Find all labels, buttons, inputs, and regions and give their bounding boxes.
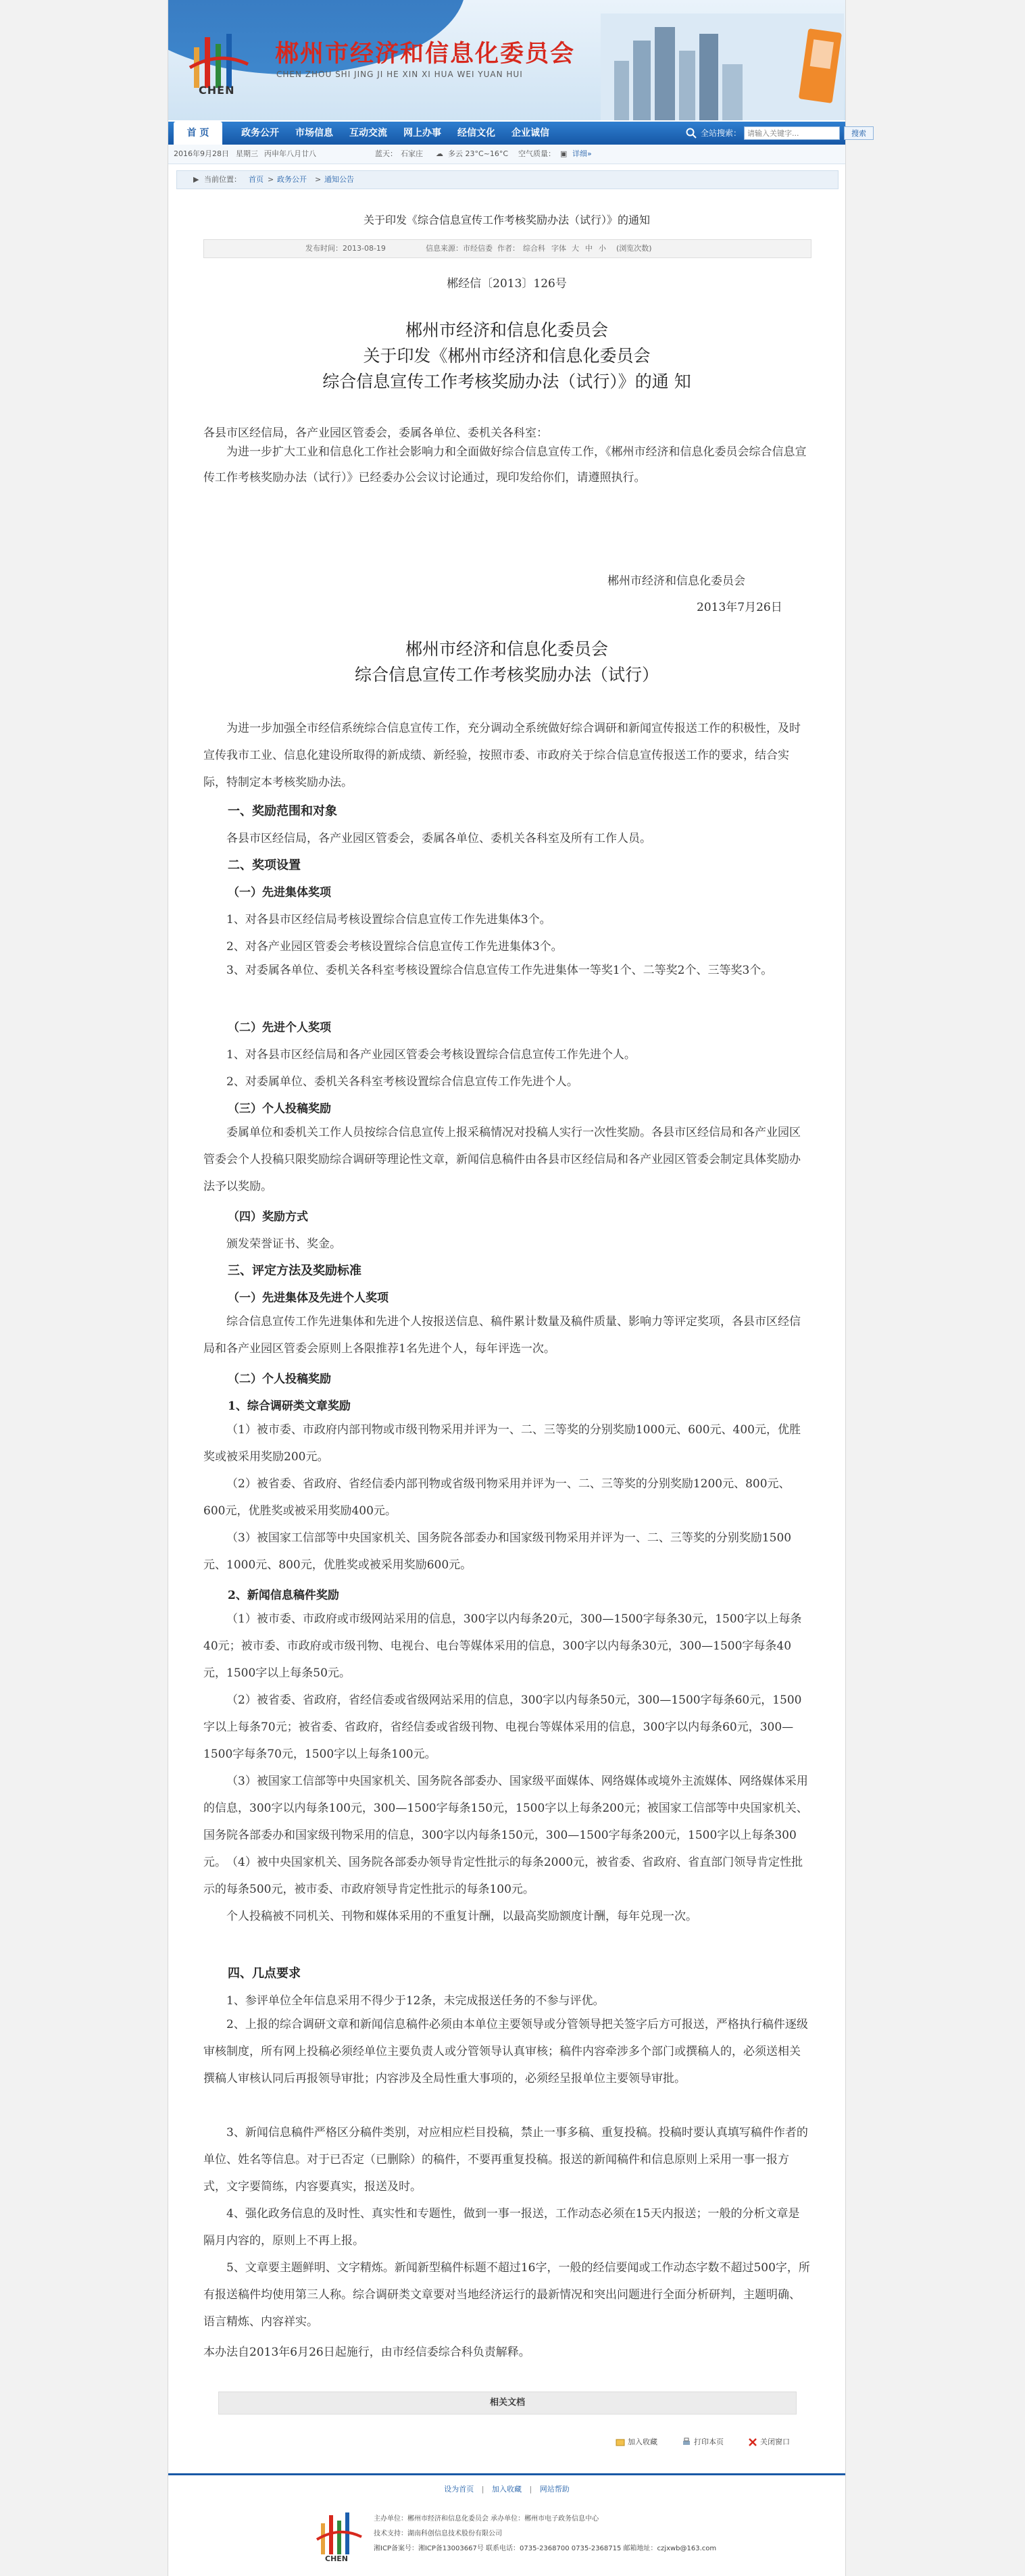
notice-heading-2: 关于印发《郴州市经济和信息化委员会: [363, 346, 651, 366]
current-date: 2016年9月28日: [174, 149, 229, 158]
footer-contact: 湘ICP备案号：湘ICP备13003667号 联系电话：0735-2368700 0735-2368715 邮箱地址：czjxwb@163.com: [374, 2545, 717, 2552]
subsection-heading: 2、新闻信息稿件奖励: [228, 1589, 339, 1602]
meta-author: 作者：: [497, 244, 520, 253]
list-item: （3）被国家工信部等中央国家机关、国务院各部委办和国家级刊物采用并评为一、二、三等奖的分别奖励1500元、1000元、800元，优胜奖或被采用奖励600元。: [203, 1531, 792, 1572]
section-heading: 二、奖项设置: [228, 858, 301, 872]
measures-intro: 为进一步加强全市经信系统综合信息宣传工作，充分调动全系统做好综合调研和新闻宣传报送工作的积极性，及时宣传我市工业、信息化建设所取得的新成绩、新经验，按照市委、市政府关于综合信息宣传报送工作的要求，结合实际，特制定本考核奖励办法。: [203, 722, 801, 789]
list-item: （1）被市委、市政府或市级网站采用的信息，300字以内每条20元，300—1500字每条30元，1500字以上每条40元；被市委、市政府或市级刊物、电视台、电台等媒体采用的信息，300字以内每条30元，300—1500字每条40元，1500字以上每条50元。: [203, 1612, 802, 1680]
list-item: 4、强化政务信息的及时性、真实性和专题性，做到一事一报送，工作动态必须在15天内报送；一般的分析文章是隔月内容的，原则上不再上报。: [203, 2207, 800, 2248]
footer-sep: |: [481, 2485, 484, 2494]
signature-date: 2013年7月26日: [697, 601, 782, 614]
search-button[interactable]: 搜索: [844, 126, 874, 140]
breadcrumb-home[interactable]: 首页: [249, 175, 264, 184]
related-docs-header: 相关文档: [218, 2392, 797, 2414]
section-text: 个人投稿被不同机关、刊物和媒体采用的不重复计酬，以最高奖励额度计酬，每年兑现一次。: [226, 1910, 697, 1923]
close-label: 关闭窗口: [760, 2437, 790, 2446]
breadcrumb-page[interactable]: 通知公告: [324, 175, 354, 184]
article-meta: [203, 239, 811, 258]
footer-logo-text: CHEN: [325, 2554, 348, 2563]
breadcrumb-sep: >: [315, 175, 322, 184]
section-text: 各县市区经信局，各产业园区管委会，委属各单位、委机关各科室及所有工作人员。: [226, 832, 651, 845]
city-skyline-image: [601, 14, 844, 120]
list-item: 2、对委属单位、委机关各科室考核设置综合信息宣传工作先进个人。: [226, 1075, 578, 1089]
air-quality-label: 空气质量：: [518, 149, 555, 158]
footer-link-help[interactable]: 网站帮助: [539, 2485, 570, 2494]
section-text: 综合信息宣传工作先进集体和先进个人按报送信息、稿件累计数量及稿件质量、影响力等评定奖项，各县市区经信局和各产业园区管委会原则上各限推荐1名先进个人，每年评选一次。: [203, 1315, 801, 1356]
section-heading: 三、评定方法及奖励标准: [228, 1264, 361, 1278]
print-label: 打印本页: [694, 2437, 724, 2446]
document-number: 郴经信〔2013〕126号: [447, 277, 567, 291]
list-item: （1）被市委、市政府内部刊物或市级刊物采用并评为一、二、三等奖的分别奖励1000元、600元、400元，优胜奖或被采用奖励200元。: [203, 1423, 801, 1464]
search-icon: [685, 127, 697, 139]
subsection-heading: （二）个人投稿奖励: [228, 1372, 331, 1386]
logo-text: CHEN: [199, 84, 235, 97]
list-item: （3）被国家工信部等中央国家机关、国务院各部委办、国家级平面媒体、网络媒体或境外主流媒体、网络媒体采用的信息，300字以内每条100元，300—1500字每条150元，1500字以上每条200元；被国家工信部等中央国家机关、国务院各部委办和国家级刊物采用的信息，300字以内每条150元，300—1500字每条200元，1500字以上每条300元。: [203, 1775, 808, 1869]
header-banner: [168, 0, 845, 120]
meta-views: (浏览次数): [616, 244, 652, 253]
favorite-icon: [616, 2437, 625, 2447]
section-text: 颁发荣誉证书、奖金。: [226, 1237, 341, 1251]
signature-org: 郴州市经济和信息化委员会: [607, 574, 745, 588]
list-item: 1、对各县市区经信局考核设置综合信息宣传工作先进集体3个。: [226, 913, 551, 926]
weather-city[interactable]: 石家庄: [401, 149, 423, 158]
closing-text: 本办法自2013年6月26日起施行，由市经信委综合科负责解释。: [203, 2346, 530, 2359]
font-size-large[interactable]: 大: [572, 244, 579, 253]
list-item: 5、文章要主题鲜明、文字精炼。新闻新型稿件标题不超过16字，一般的经信要闻或工作动态字数不超过500字，所有报送稿件均使用第三人称。综合调研类文章要对当地经济运行的最新情况和突出问题进行全面分析研判，主题明确、语言精炼、内容祥实。: [203, 2261, 810, 2329]
site-title: 郴州市经济和信息化委员会: [275, 41, 576, 68]
print-icon: [682, 2437, 691, 2447]
addressee: 各县市区经信局，各产业园区管委会，委属各单位、委机关各科室：: [203, 426, 548, 440]
nav-interaction[interactable]: 互动交流: [349, 128, 387, 139]
list-item: 2、上报的综合调研文章和新闻信息稿件必须由本单位主要领导或分管领导把关签字后方可报送，严格执行稿件逐级审核制度，所有网上投稿必须经单位主要负责人或分管领导认真审核；稿件内容牵涉多个部门或撰稿人的，必须送相关撰稿人审核认同后再报领导审批；内容涉及全局性重大事项的，必须经呈报单位主要领导审批。: [203, 2018, 808, 2085]
meta-source: 信息来源：市经信委: [426, 244, 493, 253]
list-item: （4）被中央国家机关、国务院各部委办领导肯定性批示的每条2000元，被省委、省政府、省直部门领导肯定性批示的每条500元，被市委、市政府领导肯定性批示的每条100元。: [203, 1856, 803, 1896]
footer-tech-support: 技术支持：湖南科创信息技术股份有限公司: [374, 2530, 502, 2537]
nav-market-info[interactable]: 市场信息: [295, 128, 333, 139]
close-icon: [748, 2437, 757, 2447]
favorite-label: 加入收藏: [628, 2437, 657, 2446]
breadcrumb-arrow-icon: ▶: [193, 175, 199, 184]
footer-sponsor: 主办单位：郴州市经济和信息化委员会 承办单位：郴州市电子政务信息中心: [374, 2515, 599, 2523]
footer-link-favorite[interactable]: 加入收藏: [492, 2485, 522, 2494]
measures-heading-2: 综合信息宣传工作考核奖励办法（试行）: [354, 665, 659, 685]
weather-icon: ☁: [436, 149, 443, 158]
weather-label: 蓝天：: [375, 149, 397, 158]
search-label: 全站搜索：: [701, 128, 742, 138]
subsection-heading: 1、综合调研类文章奖励: [228, 1400, 351, 1413]
footer-link-set-home[interactable]: 设为首页: [444, 2485, 474, 2494]
list-item: 2、对各产业园区管委会考核设置综合信息宣传工作先进集体3个。: [226, 940, 563, 953]
nav-online-service[interactable]: 网上办事: [403, 128, 441, 139]
notice-heading-1: 郴州市经济和信息化委员会: [405, 320, 608, 340]
list-item: 3、新闻信息稿件严格区分稿件类别，对应相应栏目投稿，禁止一事多稿、重复投稿。投稿时要认真填写稿件作者的单位、姓名等信息。对于已否定（已删除）的稿件，不要再重复投稿。报送的新闻稿件和信息原则上采用一事一报方式，文字要简练，内容要真实，报送及时。: [203, 2126, 808, 2194]
subsection-heading: （二）先进个人奖项: [228, 1021, 331, 1035]
air-quality-icon: ▣: [560, 149, 568, 158]
nav-integrity[interactable]: 企业诚信: [511, 128, 549, 139]
search-input[interactable]: [744, 126, 840, 140]
subsection-heading: （四）奖励方式: [228, 1210, 308, 1224]
section-heading: 一、奖励范围和对象: [228, 804, 337, 818]
nav-culture[interactable]: 经信文化: [457, 128, 495, 139]
weather-text: 多云 23°C~16°C: [448, 149, 509, 158]
notice-heading-3: 综合信息宣传工作考核奖励办法（试行）》的通 知: [322, 372, 691, 391]
page-container: [168, 0, 866, 2576]
intro-paragraph: 为进一步扩大工业和信息化工作社会影响力和全面做好综合信息宣传工作，《郴州市经济和信息化委员会综合信息宣传工作考核奖励办法（试行）》已经委办公会议讨论通过，现印发给你们，请遵照执行。: [203, 445, 807, 485]
measures-heading-1: 郴州市经济和信息化委员会: [405, 639, 608, 659]
list-item: （2）被省委、省政府，省经信委或省级网站采用的信息，300字以内每条50元，300—1500字每条60元，1500字以上每条70元；被省委、省政府，省经信委或省级刊物、电视台等媒体采用的信息，300字以内每条60元，300—1500字每条70元，1500字以上每条100元。: [203, 1693, 802, 1761]
meta-time: 发布时间：2013-08-19: [305, 244, 386, 253]
font-size-small[interactable]: 小: [599, 244, 606, 253]
subsection-heading: （一）先进集体及先进个人奖项: [228, 1291, 389, 1305]
font-size-medium[interactable]: 中: [585, 244, 593, 253]
print-button[interactable]: [682, 2436, 724, 2448]
breadcrumb-sep: >: [268, 175, 274, 184]
list-item: 1、对各县市区经信局和各产业园区管委会考核设置综合信息宣传工作先进个人。: [226, 1048, 636, 1062]
breadcrumb-label: 当前位置：: [204, 175, 241, 184]
article-title: 关于印发《综合信息宣传工作考核奖励办法（试行）》的通知: [363, 214, 650, 226]
lunar-date: 丙申年八月廿八: [264, 149, 316, 158]
footer-sep: |: [529, 2485, 532, 2494]
section-heading: 四、几点要求: [228, 1966, 301, 1981]
nav-government-affairs[interactable]: 政务公开: [241, 128, 279, 139]
subsection-heading: （一）先进集体奖项: [228, 886, 331, 899]
nav-home[interactable]: 首 页: [174, 122, 222, 145]
weather-detail-link[interactable]: 详细»: [572, 149, 592, 158]
footer-divider: [168, 2473, 845, 2475]
info-bar: [168, 145, 845, 164]
close-window-button[interactable]: [748, 2436, 790, 2448]
subsection-heading: （三）个人投稿奖励: [228, 1102, 331, 1116]
list-item: （2）被省委、省政府、省经信委内部刊物或省级刊物采用并评为一、二、三等奖的分别奖励1200元、800元、600元，优胜奖或被采用奖励400元。: [203, 1477, 791, 1518]
list-item: 3、对委属各单位、委机关各科室考核设置综合信息宣传工作先进集体一等奖1个、二等奖2个、三等奖3个。: [226, 964, 773, 977]
meta-dept: 综合科: [523, 244, 545, 253]
footer-links: [168, 2483, 845, 2494]
list-item: 1、参评单位全年信息采用不得少于12条，未完成报送任务的不参与评优。: [226, 1994, 605, 2008]
section-text: 委属单位和委机关工作人员按综合信息宣传上报采稿情况对投稿人实行一次性奖励。各县市区经信局和各产业园区管委会个人投稿只限奖励综合调研等理论性文章，新闻信息稿件由各县市区经信局和各产业园区管委会制定具体奖励办法予以奖励。: [203, 1126, 801, 1193]
breadcrumb: [176, 170, 839, 189]
footer-logo-icon: [316, 2507, 363, 2561]
site-pinyin: CHEN ZHOU SHI JING JI HE XIN XI HUA WEI YUAN HUI: [276, 70, 523, 79]
breadcrumb-section[interactable]: 政务公开: [277, 175, 307, 184]
weekday: 星期三: [236, 149, 258, 158]
meta-font-label: 字体: [551, 244, 566, 253]
add-favorite-button[interactable]: [616, 2436, 657, 2448]
main-nav: [168, 122, 866, 145]
